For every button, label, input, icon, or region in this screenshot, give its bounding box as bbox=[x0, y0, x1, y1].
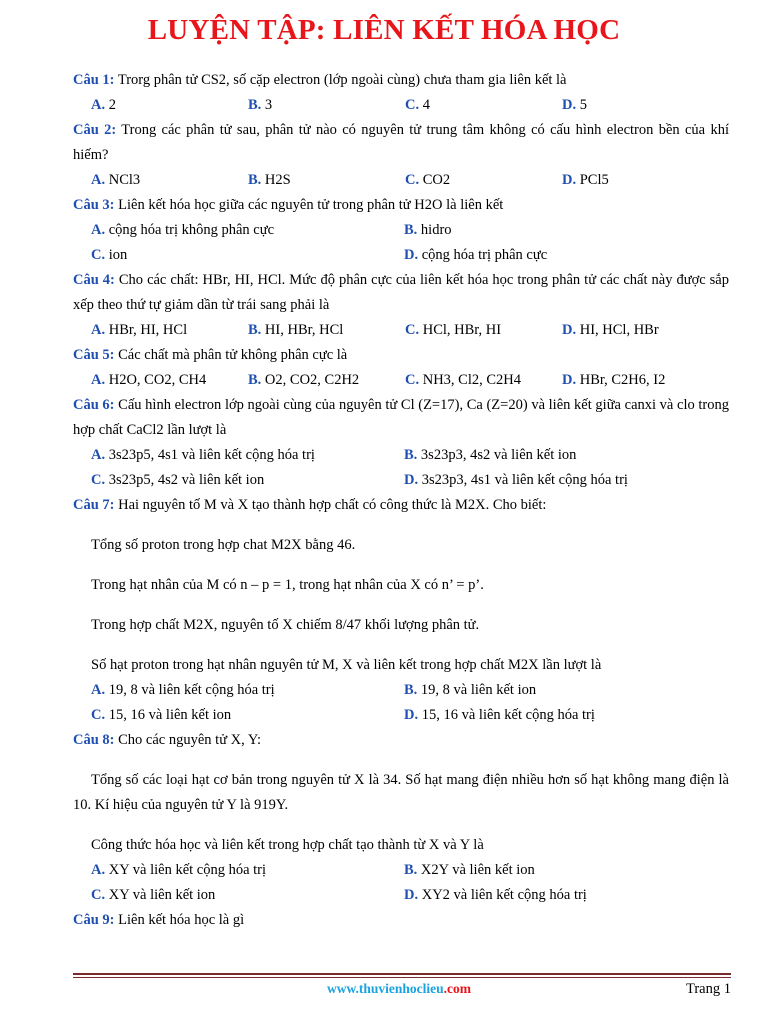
option-b[interactable]: B. HI, HBr, HCl bbox=[248, 322, 344, 338]
question-8 bbox=[73, 728, 729, 753]
option-a[interactable]: A. XY và liên kết cộng hóa trị bbox=[91, 862, 267, 878]
question-4 bbox=[73, 268, 729, 318]
option-b[interactable]: B. O2, CO2, C2H2 bbox=[248, 372, 360, 388]
question-7-paragraph: Tổng số proton trong hợp chat M2X bằng 46. bbox=[91, 537, 356, 553]
footer-website-link[interactable]: www.thuvienhoclieu.com bbox=[326, 981, 472, 996]
question-label: Câu 1: bbox=[73, 72, 115, 88]
option-b[interactable]: B. H2S bbox=[248, 172, 291, 188]
option-c[interactable]: C. 15, 16 và liên kết ion bbox=[91, 707, 232, 723]
option-b[interactable]: B. 3 bbox=[248, 97, 273, 113]
question-3-options-row2 bbox=[73, 243, 729, 268]
question-label: Câu 6: bbox=[73, 397, 115, 413]
option-d[interactable]: D. PCl5 bbox=[562, 172, 609, 188]
option-c[interactable]: C. XY và liên kết ion bbox=[91, 887, 216, 903]
question-text: Liên kết hóa học là gì bbox=[118, 912, 245, 928]
page-number: Trang 1 bbox=[686, 981, 731, 997]
question-label: Câu 5: bbox=[73, 347, 115, 363]
question-2-options bbox=[73, 168, 729, 193]
question-4-options bbox=[73, 318, 729, 343]
question-9 bbox=[73, 908, 729, 933]
question-label: Câu 9: bbox=[73, 912, 115, 928]
question-2 bbox=[73, 118, 729, 168]
option-c[interactable]: C. CO2 bbox=[405, 172, 451, 188]
option-d[interactable]: D. HI, HCl, HBr bbox=[562, 322, 659, 338]
question-7-options-row1 bbox=[73, 678, 729, 703]
question-text: Cho các nguyên tử X, Y: bbox=[118, 732, 262, 748]
option-d[interactable]: D. 15, 16 và liên kết cộng hóa trị bbox=[404, 707, 595, 723]
question-text: Trorg phân tử CS2, số cặp electron (lớp ngoài cùng) chưa tham gia liên kết là bbox=[117, 72, 567, 88]
option-a[interactable]: A. 3s23p5, 4s1 và liên kết cộng hóa trị bbox=[91, 447, 315, 463]
footer-divider-thin bbox=[73, 977, 731, 978]
option-d[interactable]: D. 5 bbox=[562, 97, 587, 113]
option-a[interactable]: A. cộng hóa trị không phân cực bbox=[91, 222, 275, 238]
option-c[interactable]: C. HCl, HBr, HI bbox=[405, 322, 502, 338]
option-c[interactable]: C. 4 bbox=[405, 97, 430, 113]
question-label: Câu 8: bbox=[73, 732, 115, 748]
question-text: Liên kết hóa học giữa các nguyên tử trong phân tử H2O là liên kết bbox=[118, 197, 504, 213]
question-6-options-row1 bbox=[73, 443, 729, 468]
option-c[interactable]: C. 3s23p5, 4s2 và liên kết ion bbox=[91, 472, 265, 488]
option-b[interactable]: B. 3s23p3, 4s2 và liên kết ion bbox=[404, 447, 577, 463]
question-6 bbox=[73, 393, 729, 443]
question-5 bbox=[73, 343, 729, 368]
question-list bbox=[73, 68, 729, 933]
question-3-options-row1 bbox=[73, 218, 729, 243]
question-label: Câu 3: bbox=[73, 197, 115, 213]
question-7-options-row2 bbox=[73, 703, 729, 728]
option-c[interactable]: C. ion bbox=[91, 247, 128, 263]
question-8-options-row1 bbox=[73, 858, 729, 883]
question-text: Cho các chất: HBr, HI, HCl. Mức độ phân cực của liên kết hóa học trong phân tử các chất này được sắp xếp theo thứ tự giảm dần từ trái sang phải là bbox=[73, 272, 729, 313]
question-1-options bbox=[73, 93, 729, 118]
question-text: Các chất mà phân tử không phân cực là bbox=[118, 347, 348, 363]
option-a[interactable]: A. HBr, HI, HCl bbox=[91, 322, 188, 338]
question-8-paragraph: Tổng số các loại hạt cơ bản trong nguyên tử X là 34. Số hạt mang điện nhiều hơn số hạt không mang điện là 10. Kí hiệu của nguyên tử Y là 919Y. bbox=[73, 772, 729, 813]
question-7 bbox=[73, 493, 729, 518]
question-text: Hai nguyên tố M và X tạo thành hợp chất có công thức là M2X. Cho biết: bbox=[118, 497, 547, 513]
question-7-paragraph: Số hạt proton trong hạt nhân nguyên tử M, X và liên kết trong hợp chất M2X lần lượt là bbox=[91, 657, 602, 673]
question-7-paragraph: Trong hạt nhân của M có n – p = 1, trong hạt nhân của X có n’ = p’. bbox=[91, 577, 484, 593]
question-7-paragraph: Trong hợp chất M2X, nguyên tố X chiếm 8/47 khối lượng phân tử. bbox=[91, 617, 480, 633]
option-a[interactable]: A. 2 bbox=[91, 97, 116, 113]
footer-divider bbox=[73, 973, 731, 975]
question-label: Câu 2: bbox=[73, 122, 117, 138]
question-8-paragraph: Công thức hóa học và liên kết trong hợp chất tạo thành từ X và Y là bbox=[91, 837, 484, 853]
option-d[interactable]: D. XY2 và liên kết cộng hóa trị bbox=[404, 887, 587, 903]
option-a[interactable]: A. H2O, CO2, CH4 bbox=[91, 372, 207, 388]
option-d[interactable]: D. 3s23p3, 4s1 và liên kết cộng hóa trị bbox=[404, 472, 628, 488]
option-a[interactable]: A. NCl3 bbox=[91, 172, 141, 188]
question-5-options bbox=[73, 368, 729, 393]
question-8-options-row2 bbox=[73, 883, 729, 908]
question-text: Cấu hình electron lớp ngoài cùng của nguyên tử Cl (Z=17), Ca (Z=20) và liên kết giữa canxi và clo trong hợp chất CaCl2 lần lượt là bbox=[73, 397, 729, 438]
question-label: Câu 4: bbox=[73, 272, 115, 288]
question-label: Câu 7: bbox=[73, 497, 115, 513]
question-3 bbox=[73, 193, 729, 218]
option-a[interactable]: A. 19, 8 và liên kết cộng hóa trị bbox=[91, 682, 275, 698]
question-1 bbox=[73, 68, 729, 93]
option-c[interactable]: C. NH3, Cl2, C2H4 bbox=[405, 372, 522, 388]
option-b[interactable]: B. 19, 8 và liên kết ion bbox=[404, 682, 537, 698]
option-b[interactable]: B. hidro bbox=[404, 222, 452, 238]
page-title: LUYỆN TẬP: LIÊN KẾT HÓA HỌC bbox=[147, 14, 621, 46]
question-text: Trong các phân tử sau, phân tử nào có nguyên tử trung tâm không có cấu hình electron bền của khí hiếm? bbox=[73, 122, 729, 163]
option-d[interactable]: D. cộng hóa trị phân cực bbox=[404, 247, 548, 263]
option-d[interactable]: D. HBr, C2H6, I2 bbox=[562, 372, 666, 388]
question-6-options-row2 bbox=[73, 468, 729, 493]
option-b[interactable]: B. X2Y và liên kết ion bbox=[404, 862, 535, 878]
